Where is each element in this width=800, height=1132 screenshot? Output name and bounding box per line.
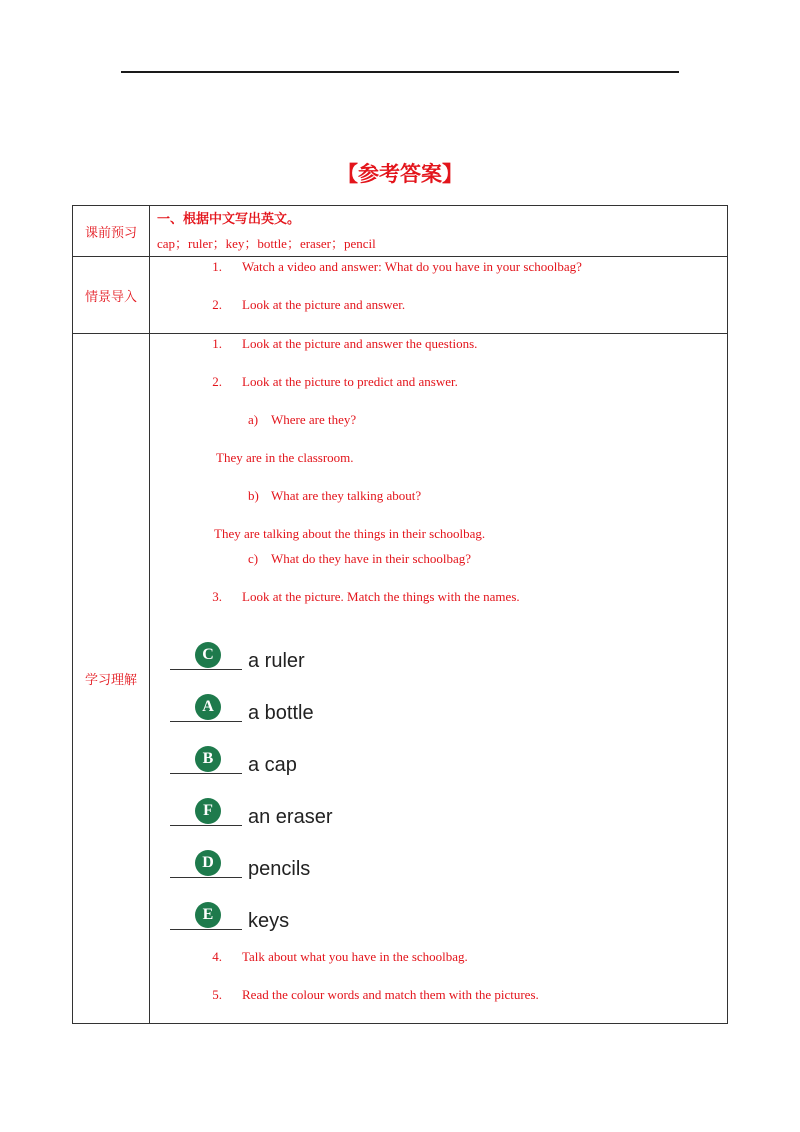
- row-label-learn: 学习理解: [73, 334, 150, 1024]
- match-blank: [170, 773, 242, 774]
- learn-item-2-num: 2.: [212, 374, 222, 389]
- answer-badge: D: [195, 850, 221, 876]
- match-label: a bottle: [248, 702, 314, 724]
- learn-item-2-text: Look at the picture to predict and answer.: [242, 374, 458, 389]
- question-a-letter: a): [248, 412, 259, 427]
- answer-b-text: They are talking about the things in their schoolbag.: [214, 526, 486, 541]
- preview-heading: 一、根据中文写出英文。: [157, 212, 301, 227]
- match-blank: [170, 929, 242, 930]
- match-blank: [170, 721, 242, 722]
- match-label: a cap: [248, 754, 297, 776]
- learn-item-3-text: Look at the picture. Match the things with the names.: [242, 589, 520, 604]
- row-label-intro: 情景导入: [73, 257, 150, 334]
- preview-answer: cap；ruler；key；bottle；eraser；pencil: [157, 236, 376, 251]
- learn-item-5-text: Read the colour words and match them with the pictures.: [242, 987, 539, 1002]
- question-b-letter: b): [248, 488, 259, 503]
- learn-item-4-num: 4.: [212, 949, 222, 964]
- learn-content: [150, 334, 728, 1024]
- preview-content: [150, 206, 728, 257]
- page-title: 【参考答案】: [337, 162, 463, 186]
- intro-content: [150, 257, 728, 334]
- answer-badge: C: [195, 642, 221, 668]
- intro-item-2-num: 2.: [212, 297, 222, 312]
- match-label: pencils: [248, 858, 311, 880]
- row-learn: [73, 334, 728, 1024]
- question-c-text: What do they have in their schoolbag?: [271, 551, 471, 566]
- row-label-preview: 课前预习: [73, 206, 150, 257]
- row-intro: [73, 257, 728, 334]
- learn-item-1-text: Look at the picture and answer the questions.: [242, 336, 478, 351]
- answer-a-text: They are in the classroom.: [216, 450, 354, 465]
- match-blank: [170, 877, 242, 878]
- answer-badge: F: [195, 798, 221, 824]
- intro-item-1-num: 1.: [212, 259, 222, 274]
- answer-table: [72, 205, 728, 1024]
- learn-item-4-text: Talk about what you have in the schoolbag.: [242, 949, 468, 964]
- question-c-letter: c): [248, 551, 259, 566]
- intro-item-1-text: Watch a video and answer: What do you have in your schoolbag?: [242, 259, 582, 274]
- learn-item-5-num: 5.: [212, 987, 222, 1002]
- answer-badge: E: [195, 902, 221, 928]
- row-preview: [73, 206, 728, 257]
- learn-item-3-num: 3.: [212, 589, 222, 604]
- match-blank: [170, 669, 242, 670]
- question-a-text: Where are they?: [271, 412, 357, 427]
- answer-badge: B: [195, 746, 221, 772]
- learn-item-1-num: 1.: [212, 336, 222, 351]
- match-blank: [170, 825, 242, 826]
- intro-item-2-text: Look at the picture and answer.: [242, 297, 406, 312]
- header-rule: [121, 71, 679, 73]
- match-label: a ruler: [248, 650, 305, 672]
- question-b-text: What are they talking about?: [271, 488, 422, 503]
- match-label: keys: [248, 910, 290, 932]
- match-label: an eraser: [248, 806, 333, 828]
- answer-badge: A: [195, 694, 221, 720]
